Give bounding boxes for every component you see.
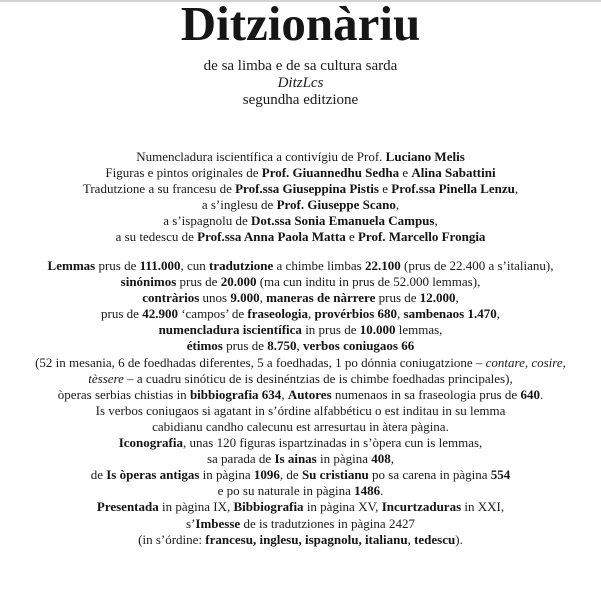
credit-line-french (0, 181, 601, 197)
credits-block (0, 149, 601, 245)
credit-name: Prof. Giuannedhu Sedha (261, 165, 400, 180)
edition: segundha editzione (242, 92, 359, 108)
stats-text: (prus de 22.400 a s’italianu), (400, 258, 554, 273)
stats-bold: sinónimos (120, 274, 177, 290)
stats-line-nature-page (0, 483, 601, 499)
stats-text: ). (455, 531, 463, 547)
stats-text: (ma cun inditu in prus de 52.000 lemmas), (256, 274, 481, 290)
credit-name: Dot.ssa Sonia Emanuela Campus (250, 213, 435, 228)
stats-text: in pàgina IX, (158, 499, 234, 515)
stats-bold: tedescu (414, 531, 456, 547)
stats-bold: fraseologia (247, 306, 309, 322)
stats-bold: 554 (490, 467, 511, 483)
stats-text: , cun (180, 258, 209, 273)
credit-text: Figuras e pintos originales de (105, 165, 262, 180)
stats-line-bibliography (0, 387, 601, 403)
stats-bold: maneras de nàrrere (266, 290, 376, 306)
credit-line-spanish (0, 213, 601, 229)
stats-bold: 640 (520, 386, 540, 402)
stats-bold: Lemmas (47, 258, 96, 273)
stats-text: in pàgina (316, 451, 372, 467)
stats-bold: contràrios (142, 290, 200, 306)
credit-line-figures (0, 165, 601, 181)
subtitle-block (0, 58, 601, 109)
credit-name: Prof. Giuseppe Scano (276, 197, 396, 212)
stats-text: numenaos in sa fraseologia prus de (331, 386, 521, 402)
stats-text: lemmas, (395, 322, 443, 338)
stats-text: , de (279, 467, 302, 483)
stats-text: sa parada de (206, 451, 275, 467)
stats-bold: 42.900 (142, 306, 178, 322)
stats-text: de is tradutziones in pàgina 2427 (240, 515, 415, 531)
credit-name: Prof.ssa Pinella Lenzu (391, 181, 515, 196)
stats-text: – a cuadru sinóticu de is desinéntzias de is chimbe foedhadas principales), (123, 370, 513, 386)
stats-text: prus de (176, 274, 221, 290)
subtitle: de sa limba e de sa cultura sarda (203, 58, 398, 74)
stats-text: ‘campos’ de (177, 306, 248, 322)
credit-line-german (0, 229, 601, 245)
stats-text: a chimbe limbas (273, 258, 365, 273)
credit-text: Tradutzione a su francesu de (82, 181, 236, 196)
stats-text: , (296, 338, 304, 354)
stats-text: , (455, 290, 459, 306)
stats-bold: Presentada (96, 499, 159, 515)
stats-bold: 111.000 (139, 258, 181, 273)
credit-name: Prof. Marcello Frongia (357, 229, 486, 244)
stats-bold: 8.750 (267, 338, 297, 354)
stats-text: . (539, 386, 544, 402)
stats-text: (52 in mesania, 6 de foedhadas diferentes, 5 a foedhadas, 1 po dónnia coniugatzione – (35, 354, 486, 370)
stats-bold: bibbiografia 634 (189, 386, 282, 402)
stats-bold: Iconografia (118, 435, 183, 451)
stats-line-synonyms (0, 274, 601, 290)
stats-text: in pàgina XV, (303, 499, 382, 515)
credit-name: Luciano Melis (385, 149, 465, 164)
stats-text: in XXI, (461, 499, 505, 515)
stats-bold: 9.000 (230, 290, 260, 306)
stats-line-reverse-index (0, 516, 601, 532)
credit-text: a su tedescu de (115, 229, 198, 244)
stats-italic: contare, cosire, (485, 354, 566, 370)
stats-line-verbs-detail-1 (0, 355, 601, 371)
stats-bold: 1096 (253, 467, 280, 483)
credit-name: Alina Sabattini (411, 165, 496, 180)
stats-line-sections (0, 499, 601, 515)
stats-text: prus de (222, 338, 268, 354)
stats-text: s’ (186, 515, 196, 531)
stats-bold: Incurtzaduras (381, 499, 462, 515)
stats-bold: 1486 (354, 483, 381, 499)
stats-line-verbs-order: Is verbos coniugaos si agatant in s’órdine alfabbéticu o est inditau in su lemma (95, 402, 506, 418)
credit-line-english (0, 197, 601, 213)
stats-line-lemmas (0, 258, 601, 274)
stats-line-antonyms (0, 290, 601, 306)
page-title: Ditzionàriu (180, 0, 421, 51)
stats-bold: Autores (287, 386, 332, 402)
credit-name: Prof.ssa Giuseppina Pistis (235, 181, 379, 196)
credit-text: e (399, 165, 412, 180)
credit-line-scientific-nomenclature (0, 149, 601, 165)
stats-italic: tèssere (88, 370, 124, 386)
stats-line-iconography (0, 435, 601, 451)
stats-text: e po su naturale in pàgina (217, 483, 355, 499)
stats-line-nomenclature (0, 322, 601, 338)
credit-text: e (345, 229, 358, 244)
credit-name: Prof.ssa Anna Paola Matta (197, 229, 346, 244)
stats-text: , (496, 306, 500, 322)
stats-text: , (407, 531, 415, 547)
stats-bold: numencladura iscientífica (158, 322, 302, 338)
stats-text: , (390, 451, 395, 467)
stats-bold: Is ainas (274, 451, 317, 467)
stats-text: prus de (95, 258, 140, 273)
stats-text: , unas 120 figuras ispartzinadas in s’òpera cun is lemmas, (182, 435, 483, 451)
stats-bold: Bibbiografia (233, 499, 304, 515)
stats-text: , (259, 290, 267, 306)
stats-text: . (380, 483, 384, 499)
stats-bold: 408 (371, 451, 391, 467)
stats-bold: 22.100 (364, 258, 401, 273)
stats-line-verbs-order-2: cabidianu candho calecunu est arresurtau in àtera pàgina. (152, 418, 449, 434)
stats-bold: Su cristianu (301, 467, 369, 483)
stats-line-ancient-works-page (0, 467, 601, 483)
stats-text: in prus de (301, 322, 360, 338)
stats-text: de (90, 467, 107, 483)
stats-text: in pàgina (199, 467, 254, 483)
stats-line-language-order (0, 532, 601, 548)
stats-line-tools-page (0, 451, 601, 467)
stats-text: (in s’órdine: (138, 531, 206, 547)
stats-block (0, 258, 601, 548)
stats-line-phraseology (0, 306, 601, 322)
stats-bold: 10.000 (359, 322, 396, 338)
credit-text: a s’inglesu de (201, 197, 277, 212)
stats-text: òperas serbias chistias in (57, 386, 190, 402)
stats-bold: sambenaos 1.470 (403, 306, 497, 322)
stats-bold: Imbesse (195, 515, 241, 531)
stats-bold: 12.000 (419, 290, 456, 306)
credit-text: Numencladura iscientífica a contivígiu de Prof. (136, 149, 386, 164)
credit-text: , (514, 181, 519, 196)
stats-text: prus de (375, 290, 420, 306)
abbreviation: DitzLcs (277, 75, 324, 91)
stats-text: , (308, 306, 315, 322)
stats-text: , (397, 306, 404, 322)
credit-text: , (395, 197, 400, 212)
credit-text: , (434, 213, 438, 228)
stats-line-etymologies (0, 338, 601, 354)
stats-line-verbs-detail-2 (0, 371, 601, 387)
stats-bold: 20.000 (220, 274, 257, 290)
credit-text: e (378, 181, 392, 196)
stats-bold: tradutzione (209, 258, 274, 273)
stats-bold: provérbios 680 (314, 306, 398, 322)
credit-text: a s’ispagnolu de (163, 213, 251, 228)
stats-text: unos (199, 290, 231, 306)
stats-text: prus de (101, 306, 143, 322)
stats-bold: étimos (186, 338, 223, 354)
stats-text: po sa carena in pàgina (368, 467, 491, 483)
stats-bold: francesu, inglesu, ispagnolu, italianu (205, 531, 408, 547)
stats-bold: verbos coniugaos 66 (303, 338, 415, 354)
stats-text: , (281, 386, 288, 402)
stats-bold: Is òperas antigas (106, 467, 200, 483)
